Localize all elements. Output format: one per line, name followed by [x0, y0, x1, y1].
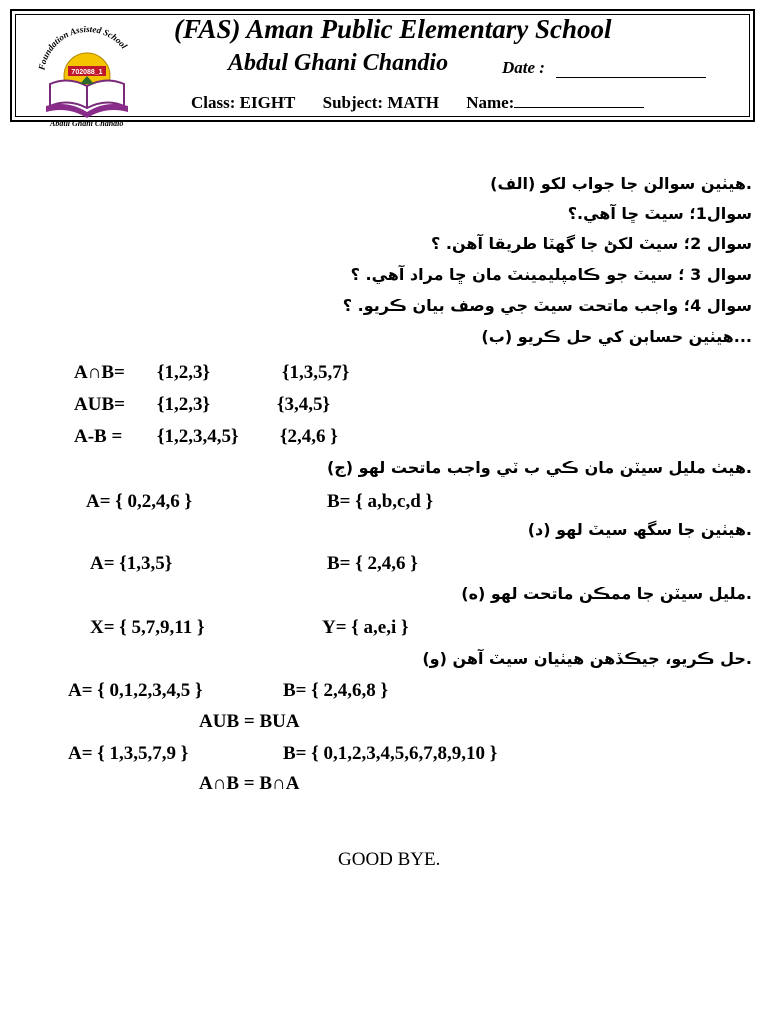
- info-row: [191, 93, 667, 113]
- section-e-set-y: Y= { a,e,i }: [322, 617, 409, 638]
- section-f-set-b1: B= { 2,4,6,8 }: [283, 680, 388, 701]
- section-e-set-x: X= { 5,7,9,11 }: [90, 617, 205, 638]
- question-4: سوال 4؛ واجب ماتحت سيٽ جي وصف بيان ڪريو. ؟: [342, 296, 752, 315]
- date-field[interactable]: [556, 77, 706, 78]
- section-b-heading: ...هيٺين حسابن کي حل ڪريو (ب): [481, 327, 752, 346]
- section-e-heading: .مليل سيٽن جا ممڪن ماتحت لهو (ه): [461, 584, 752, 603]
- section-c-set-b: B= { a,b,c,d }: [327, 491, 434, 512]
- section-d-heading: .هيٺين جا سگھ سيٽ لهو (د): [527, 520, 752, 539]
- teacher-name: Abdul Ghani Chandio: [228, 50, 449, 76]
- logo-emis: 702088_1: [71, 69, 103, 76]
- section-d-set-a: A= {1,3,5}: [90, 553, 173, 574]
- school-logo: [28, 14, 146, 132]
- subject-label: Subject: MATH: [322, 93, 439, 112]
- section-f-set-a1: A= { 0,1,2,3,4,5 }: [68, 680, 203, 701]
- calc-1-set-b: {1,3,5,7}: [282, 362, 350, 383]
- section-f-set-a2: A= { 1,3,5,7,9 }: [68, 743, 189, 764]
- section-f-equation-2: A∩B = B∩A: [199, 773, 300, 794]
- calc-3-label: A-B =: [74, 426, 123, 447]
- question-1: سوال1؛ سيٽ ڇا آهي.؟: [567, 204, 752, 223]
- calc-1-label: A∩B=: [74, 362, 125, 383]
- section-a-heading: .هيٺين سوالن جا جواب لکو (الف): [490, 174, 752, 193]
- section-c-set-a: A= { 0,2,4,6 }: [86, 491, 193, 512]
- section-f-equation-1: AUB = BUA: [199, 711, 300, 732]
- question-2: سوال 2؛ سيٽ لکڻ جا گهٽا طريقا آهن. ؟: [431, 234, 752, 253]
- name-field[interactable]: [514, 93, 644, 108]
- name-label: Name:: [466, 93, 515, 112]
- calc-2-set-b: {3,4,5}: [277, 394, 330, 415]
- school-name: (FAS) Aman Public Elementary School: [174, 14, 612, 44]
- calc-3-set-a: {1,2,3,4,5}: [157, 426, 239, 447]
- calc-3-set-b: {2,4,6 }: [280, 426, 338, 447]
- section-f-heading: .حل ڪريو، جيڪڏهن هيٺيان سيٽ آهن (و): [422, 649, 752, 668]
- calc-2-set-a: {1,2,3}: [157, 394, 210, 415]
- logo-bottom-caption: Abdul Ghani Chandio: [50, 119, 124, 128]
- section-f-set-b2: B= { 0,1,2,3,4,5,6,7,8,9,10 }: [283, 743, 498, 764]
- section-d-set-b: B= { 2,4,6 }: [327, 553, 418, 574]
- class-label: Class: EIGHT: [191, 93, 296, 112]
- closing-text: GOOD BYE.: [338, 849, 441, 870]
- calc-2-label: AUB=: [74, 394, 125, 415]
- section-c-heading: .هيٺ مليل سيٽن مان ڪي ب ٽي واجب ماتحت لهو (ج): [326, 458, 752, 477]
- logo-arc-text: Foundation Assisted School: [36, 23, 130, 71]
- calc-1-set-a: {1,2,3}: [157, 362, 210, 383]
- question-3: سوال 3 ؛ سيٽ جو ڪامپليمينٽ مان ڇا مراد آهي. ؟: [350, 265, 752, 284]
- date-label: Date :: [502, 58, 545, 77]
